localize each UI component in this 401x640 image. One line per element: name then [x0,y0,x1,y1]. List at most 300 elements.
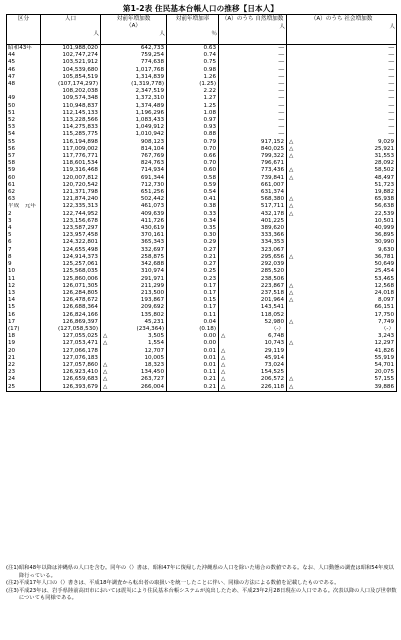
cell-social-sign [287,247,297,254]
cell-era: 44 [7,52,41,59]
cell-social: 19,882 [297,189,397,196]
cell-increase: 1,017,768 [111,67,167,74]
cell-social: 58,502 [297,167,397,174]
cell-social: ― [297,117,397,124]
cell-increase-sign [101,117,111,124]
cell-increase: 45,231 [111,319,167,326]
table-row [7,139,397,146]
cell-increase-sign [101,139,111,146]
cell-population: 123,957,458 [41,232,101,239]
cell-natural: 739,841 [229,175,287,182]
cell-population: 127,053,471 [41,340,101,347]
cell-social: ― [297,74,397,81]
cell-social-sign: △ [287,283,297,290]
cell-natural-sign [219,211,229,218]
table-row [7,45,397,53]
table-row [7,211,397,218]
cell-social-sign [287,182,297,189]
cell-natural-sign [219,290,229,297]
cell-social-sign [287,312,297,319]
cell-social-sign [287,362,297,369]
table-row [7,74,397,81]
table-row [7,319,397,326]
cell-natural: ― [229,124,287,131]
cell-population: 113,228,566 [41,117,101,124]
cell-era: 54 [7,131,41,138]
cell-natural-sign [219,160,229,167]
cell-increase-sign: △ [101,340,111,347]
table-row [7,88,397,95]
cell-increase-sign: △ [101,333,111,340]
cell-social-sign: △ [287,384,297,392]
cell-natural-sign [219,139,229,146]
cell-social: 48,497 [297,175,397,182]
table-row [7,52,397,59]
table-row [7,146,397,153]
cell-social: 56,638 [297,203,397,210]
cell-social: 22,539 [297,211,397,218]
cell-population: 127,057,860 [41,362,101,369]
cell-social: 65,938 [297,196,397,203]
cell-era: 平成 元年 [7,203,41,210]
cell-natural-sign [219,312,229,319]
cell-social: 66,151 [297,304,397,311]
cell-population: 101,988,020 [41,45,101,53]
cell-era: (17) [7,326,41,333]
cell-social-sign [287,67,297,74]
cell-social-sign [287,225,297,232]
cell-social: 9,029 [297,139,397,146]
cell-social-sign [287,131,297,138]
table-row [7,103,397,110]
cell-natural-sign [219,196,229,203]
cell-population: 122,744,952 [41,211,101,218]
cell-increase-sign [101,218,111,225]
cell-population: (107,174,297) [41,81,101,88]
cell-natural-sign [219,167,229,174]
header-natural: （A）のうち 自然増加数 人 [219,15,287,45]
cell-era: 58 [7,160,41,167]
cell-social: 50,649 [297,261,397,268]
cell-natural: （-） [229,326,287,333]
cell-natural: ― [229,131,287,138]
cell-social: 17,750 [297,312,397,319]
cell-natural: 840,025 [229,146,287,153]
cell-era: 22 [7,362,41,369]
cell-population: 116,194,898 [41,139,101,146]
cell-natural: 206,572 [229,376,287,383]
cell-social: 53,465 [297,276,397,283]
cell-natural-sign: △ [219,384,229,392]
cell-social: 57,155 [297,376,397,383]
cell-population: 126,393,679 [41,384,101,392]
cell-increase: 263,727 [111,376,167,383]
footnote [6,588,398,603]
cell-era: 47 [7,74,41,81]
table-row [7,326,397,333]
cell-rate: 0.01 [167,355,219,362]
cell-social-sign [287,239,297,246]
cell-social-sign: △ [287,146,297,153]
cell-social-sign [287,95,297,102]
cell-increase: 211,299 [111,283,167,290]
cell-natural-sign [219,268,229,275]
cell-era: 25 [7,384,41,392]
cell-natural: 143,541 [229,304,287,311]
cell-increase: 409,639 [111,211,167,218]
cell-increase-sign [101,74,111,81]
cell-rate: 0.54 [167,189,219,196]
cell-social: 40,999 [297,225,397,232]
cell-increase: 712,730 [111,182,167,189]
cell-natural: ― [229,81,287,88]
cell-social-sign: △ [287,340,297,347]
cell-social: ― [297,81,397,88]
cell-era: 昭和43年 [7,45,41,53]
cell-rate: 0.00 [167,333,219,340]
cell-social: 25,454 [297,268,397,275]
table-row [7,340,397,347]
cell-increase: 774,638 [111,59,167,66]
cell-social-sign: △ [287,376,297,383]
table-row [7,304,397,311]
cell-population: 126,284,805 [41,290,101,297]
cell-social-sign [287,189,297,196]
cell-natural: ― [229,59,287,66]
cell-era: 13 [7,290,41,297]
cell-social-sign [287,369,297,376]
cell-era: 3 [7,218,41,225]
cell-population: 126,478,672 [41,297,101,304]
cell-rate: 0.33 [167,211,219,218]
cell-era: 16 [7,312,41,319]
cell-increase-sign [101,239,111,246]
cell-increase-sign [101,355,111,362]
cell-rate: 0.21 [167,376,219,383]
cell-era: 7 [7,247,41,254]
cell-era: 8 [7,254,41,261]
cell-natural-sign: △ [219,333,229,340]
cell-natural-sign [219,117,229,124]
cell-population: 108,202,038 [41,88,101,95]
cell-era: 49 [7,95,41,102]
cell-social-sign: △ [287,290,297,297]
cell-rate: 0.27 [167,247,219,254]
population-table [6,14,397,392]
cell-population: 112,145,133 [41,110,101,117]
table-row [7,110,397,117]
cell-natural: 773,436 [229,167,287,174]
cell-natural: ― [229,67,287,74]
cell-social: （-） [297,326,397,333]
cell-natural: 796,671 [229,160,287,167]
cell-social: 54,701 [297,362,397,369]
cell-population: 103,521,912 [41,59,101,66]
cell-increase-sign [101,110,111,117]
cell-natural: ― [229,110,287,117]
cell-natural: ― [229,103,287,110]
cell-increase-sign [101,268,111,275]
cell-population: 123,156,678 [41,218,101,225]
cell-rate: 0.17 [167,290,219,297]
cell-natural: ― [229,117,287,124]
cell-natural: 285,520 [229,268,287,275]
cell-era: 9 [7,261,41,268]
cell-natural: 333,366 [229,232,287,239]
cell-social: 36,895 [297,232,397,239]
cell-social-sign [287,276,297,283]
cell-natural: 389,620 [229,225,287,232]
cell-era [7,88,41,95]
cell-increase-sign [101,153,111,160]
cell-natural: 517,711 [229,203,287,210]
table-row [7,384,397,392]
cell-population: 126,923,410 [41,369,101,376]
cell-rate: 0.21 [167,254,219,261]
cell-rate: 0.93 [167,124,219,131]
cell-natural-sign: △ [219,362,229,369]
cell-era: 56 [7,146,41,153]
cell-social: ― [297,52,397,59]
cell-era: 61 [7,182,41,189]
footnotes [6,565,398,603]
cell-natural: 323,067 [229,247,287,254]
cell-increase: 824,763 [111,160,167,167]
cell-rate: 1.25 [167,103,219,110]
cell-increase: 1,196,296 [111,110,167,117]
cell-natural-sign [219,175,229,182]
cell-natural-sign [219,131,229,138]
footnote-text: 平成23年は、岩手県陸前高田市においては震災により住民基本台帳システムが流出したため、平成23年2月28日現在の人口である。次表以降の人口及び世帯数についても同様である。 [18,587,397,602]
cell-population: 104,539,680 [41,67,101,74]
cell-natural-sign [219,124,229,131]
cell-population: 123,587,297 [41,225,101,232]
cell-rate: 0.29 [167,239,219,246]
cell-increase: 502,442 [111,196,167,203]
cell-rate: 0.74 [167,52,219,59]
cell-population: 109,574,348 [41,95,101,102]
cell-increase-sign [101,326,111,333]
cell-rate: 0.11 [167,312,219,319]
table-row [7,131,397,138]
cell-social-sign: △ [287,254,297,261]
cell-increase: (1,319,778) [111,81,167,88]
cell-rate: 0.23 [167,276,219,283]
cell-increase: 2,347,519 [111,88,167,95]
cell-rate: 0.01 [167,348,219,355]
cell-increase-sign [101,247,111,254]
cell-natural: 226,118 [229,384,287,392]
cell-social-sign [287,117,297,124]
cell-natural: ― [229,95,287,102]
cell-increase-sign [101,348,111,355]
cell-natural: 6,748 [229,333,287,340]
table-row [7,276,397,283]
cell-increase: 1,083,433 [111,117,167,124]
cell-era: 11 [7,276,41,283]
cell-natural-sign [219,103,229,110]
cell-natural: ― [229,74,287,81]
cell-natural-sign [219,81,229,88]
cell-natural: 45,914 [229,355,287,362]
cell-natural-sign [219,95,229,102]
cell-era: 53 [7,124,41,131]
table-row [7,362,397,369]
cell-social-sign [287,103,297,110]
cell-natural-sign [219,247,229,254]
cell-era: 57 [7,153,41,160]
cell-population: 127,066,178 [41,348,101,355]
cell-social: ― [297,124,397,131]
cell-increase: 310,974 [111,268,167,275]
cell-rate: 0.00 [167,340,219,347]
cell-population: 120,007,812 [41,175,101,182]
footnote-tag: (注2) [6,580,19,587]
cell-increase: 759,254 [111,52,167,59]
cell-social-sign [287,333,297,340]
cell-increase: 908,123 [111,139,167,146]
table-row [7,239,397,246]
cell-era: 10 [7,268,41,275]
cell-rate: 2.22 [167,88,219,95]
cell-population: 127,076,183 [41,355,101,362]
cell-social: 41,826 [297,348,397,355]
cell-natural-sign: △ [219,369,229,376]
cell-increase: 370,161 [111,232,167,239]
cell-increase-sign [101,297,111,304]
cell-increase: 714,934 [111,167,167,174]
cell-natural-sign [219,45,229,53]
cell-rate: 0.01 [167,362,219,369]
footnote [6,565,398,580]
cell-natural: 917,152 [229,139,287,146]
cell-natural: 154,525 [229,369,287,376]
cell-natural-sign [219,239,229,246]
cell-increase-sign [101,261,111,268]
cell-era: 46 [7,67,41,74]
cell-increase-sign [101,283,111,290]
cell-natural: 10,743 [229,340,287,347]
cell-natural-sign [219,52,229,59]
cell-social-sign [287,304,297,311]
cell-social: ― [297,88,397,95]
cell-rate: 0.88 [167,131,219,138]
cell-natural-sign [219,203,229,210]
cell-social: ― [297,59,397,66]
table-row [7,261,397,268]
cell-population: 126,824,166 [41,312,101,319]
cell-social: 25,921 [297,146,397,153]
cell-natural: 661,007 [229,182,287,189]
table-row [7,203,397,210]
footnote-text: 昭和48年以降は沖縄県の人口を含む。同年の（）書は、昭和47年に復帰した沖縄県の人口を除いた場合の数値である。なお、人口動態の調査は昭和54年度以降行っている。 [18,565,394,579]
cell-increase-sign [101,67,111,74]
cell-increase: 213,500 [111,290,167,297]
cell-increase: 1,010,942 [111,131,167,138]
cell-increase-sign [101,146,111,153]
cell-population: 118,601,534 [41,160,101,167]
cell-social-sign [287,124,297,131]
header-row [7,15,397,45]
cell-era: 63 [7,196,41,203]
cell-natural: ― [229,52,287,59]
cell-social-sign: △ [287,153,297,160]
cell-social-sign [287,110,297,117]
cell-social: ― [297,110,397,117]
cell-increase: 193,867 [111,297,167,304]
cell-rate: 0.17 [167,283,219,290]
cell-era: 60 [7,175,41,182]
cell-natural: 334,353 [229,239,287,246]
cell-social-sign [287,88,297,95]
cell-natural: 238,506 [229,276,287,283]
cell-social: ― [297,131,397,138]
cell-rate: 0.70 [167,160,219,167]
cell-natural: 118,052 [229,312,287,319]
cell-rate: 0.98 [167,67,219,74]
cell-population: 117,009,002 [41,146,101,153]
cell-social-sign [287,326,297,333]
cell-era: 23 [7,369,41,376]
cell-increase-sign: △ [101,384,111,392]
cell-natural-sign [219,297,229,304]
cell-increase: 691,344 [111,175,167,182]
cell-population: 126,688,364 [41,304,101,311]
cell-social-sign [287,74,297,81]
table-row [7,59,397,66]
table-row [7,189,397,196]
cell-increase-sign [101,319,111,326]
cell-natural-sign [219,218,229,225]
cell-natural: 237,518 [229,290,287,297]
header-yoy-count: 対前年増加数 （A） 人 [101,15,167,45]
table-row [7,175,397,182]
cell-social: 8,097 [297,297,397,304]
cell-natural-sign [219,110,229,117]
cell-rate: 0.63 [167,45,219,53]
table-row [7,297,397,304]
cell-natural-sign [219,59,229,66]
cell-increase: 411,726 [111,218,167,225]
cell-increase: 291,971 [111,276,167,283]
cell-population: 102,747,274 [41,52,101,59]
cell-increase-sign [101,52,111,59]
cell-increase-sign [101,203,111,210]
cell-rate: 0.15 [167,297,219,304]
cell-natural-sign [219,189,229,196]
cell-natural-sign [219,74,229,81]
cell-era: 14 [7,297,41,304]
cell-era: 62 [7,189,41,196]
cell-population: 125,568,035 [41,268,101,275]
cell-social: 51,723 [297,182,397,189]
cell-rate: 0.59 [167,182,219,189]
cell-population: 126,869,397 [41,319,101,326]
cell-natural: 292,039 [229,261,287,268]
cell-rate: 0.58 [167,175,219,182]
cell-era: 15 [7,304,41,311]
cell-social-sign [287,218,297,225]
cell-increase: 430,619 [111,225,167,232]
cell-natural-sign [219,276,229,283]
cell-population: 121,874,240 [41,196,101,203]
cell-rate: 0.34 [167,218,219,225]
cell-increase-sign [101,290,111,297]
cell-natural: 401,225 [229,218,287,225]
header-yoy-rate: 対前年増加率 ％ [167,15,219,45]
cell-population: 115,285,775 [41,131,101,138]
table-row [7,167,397,174]
